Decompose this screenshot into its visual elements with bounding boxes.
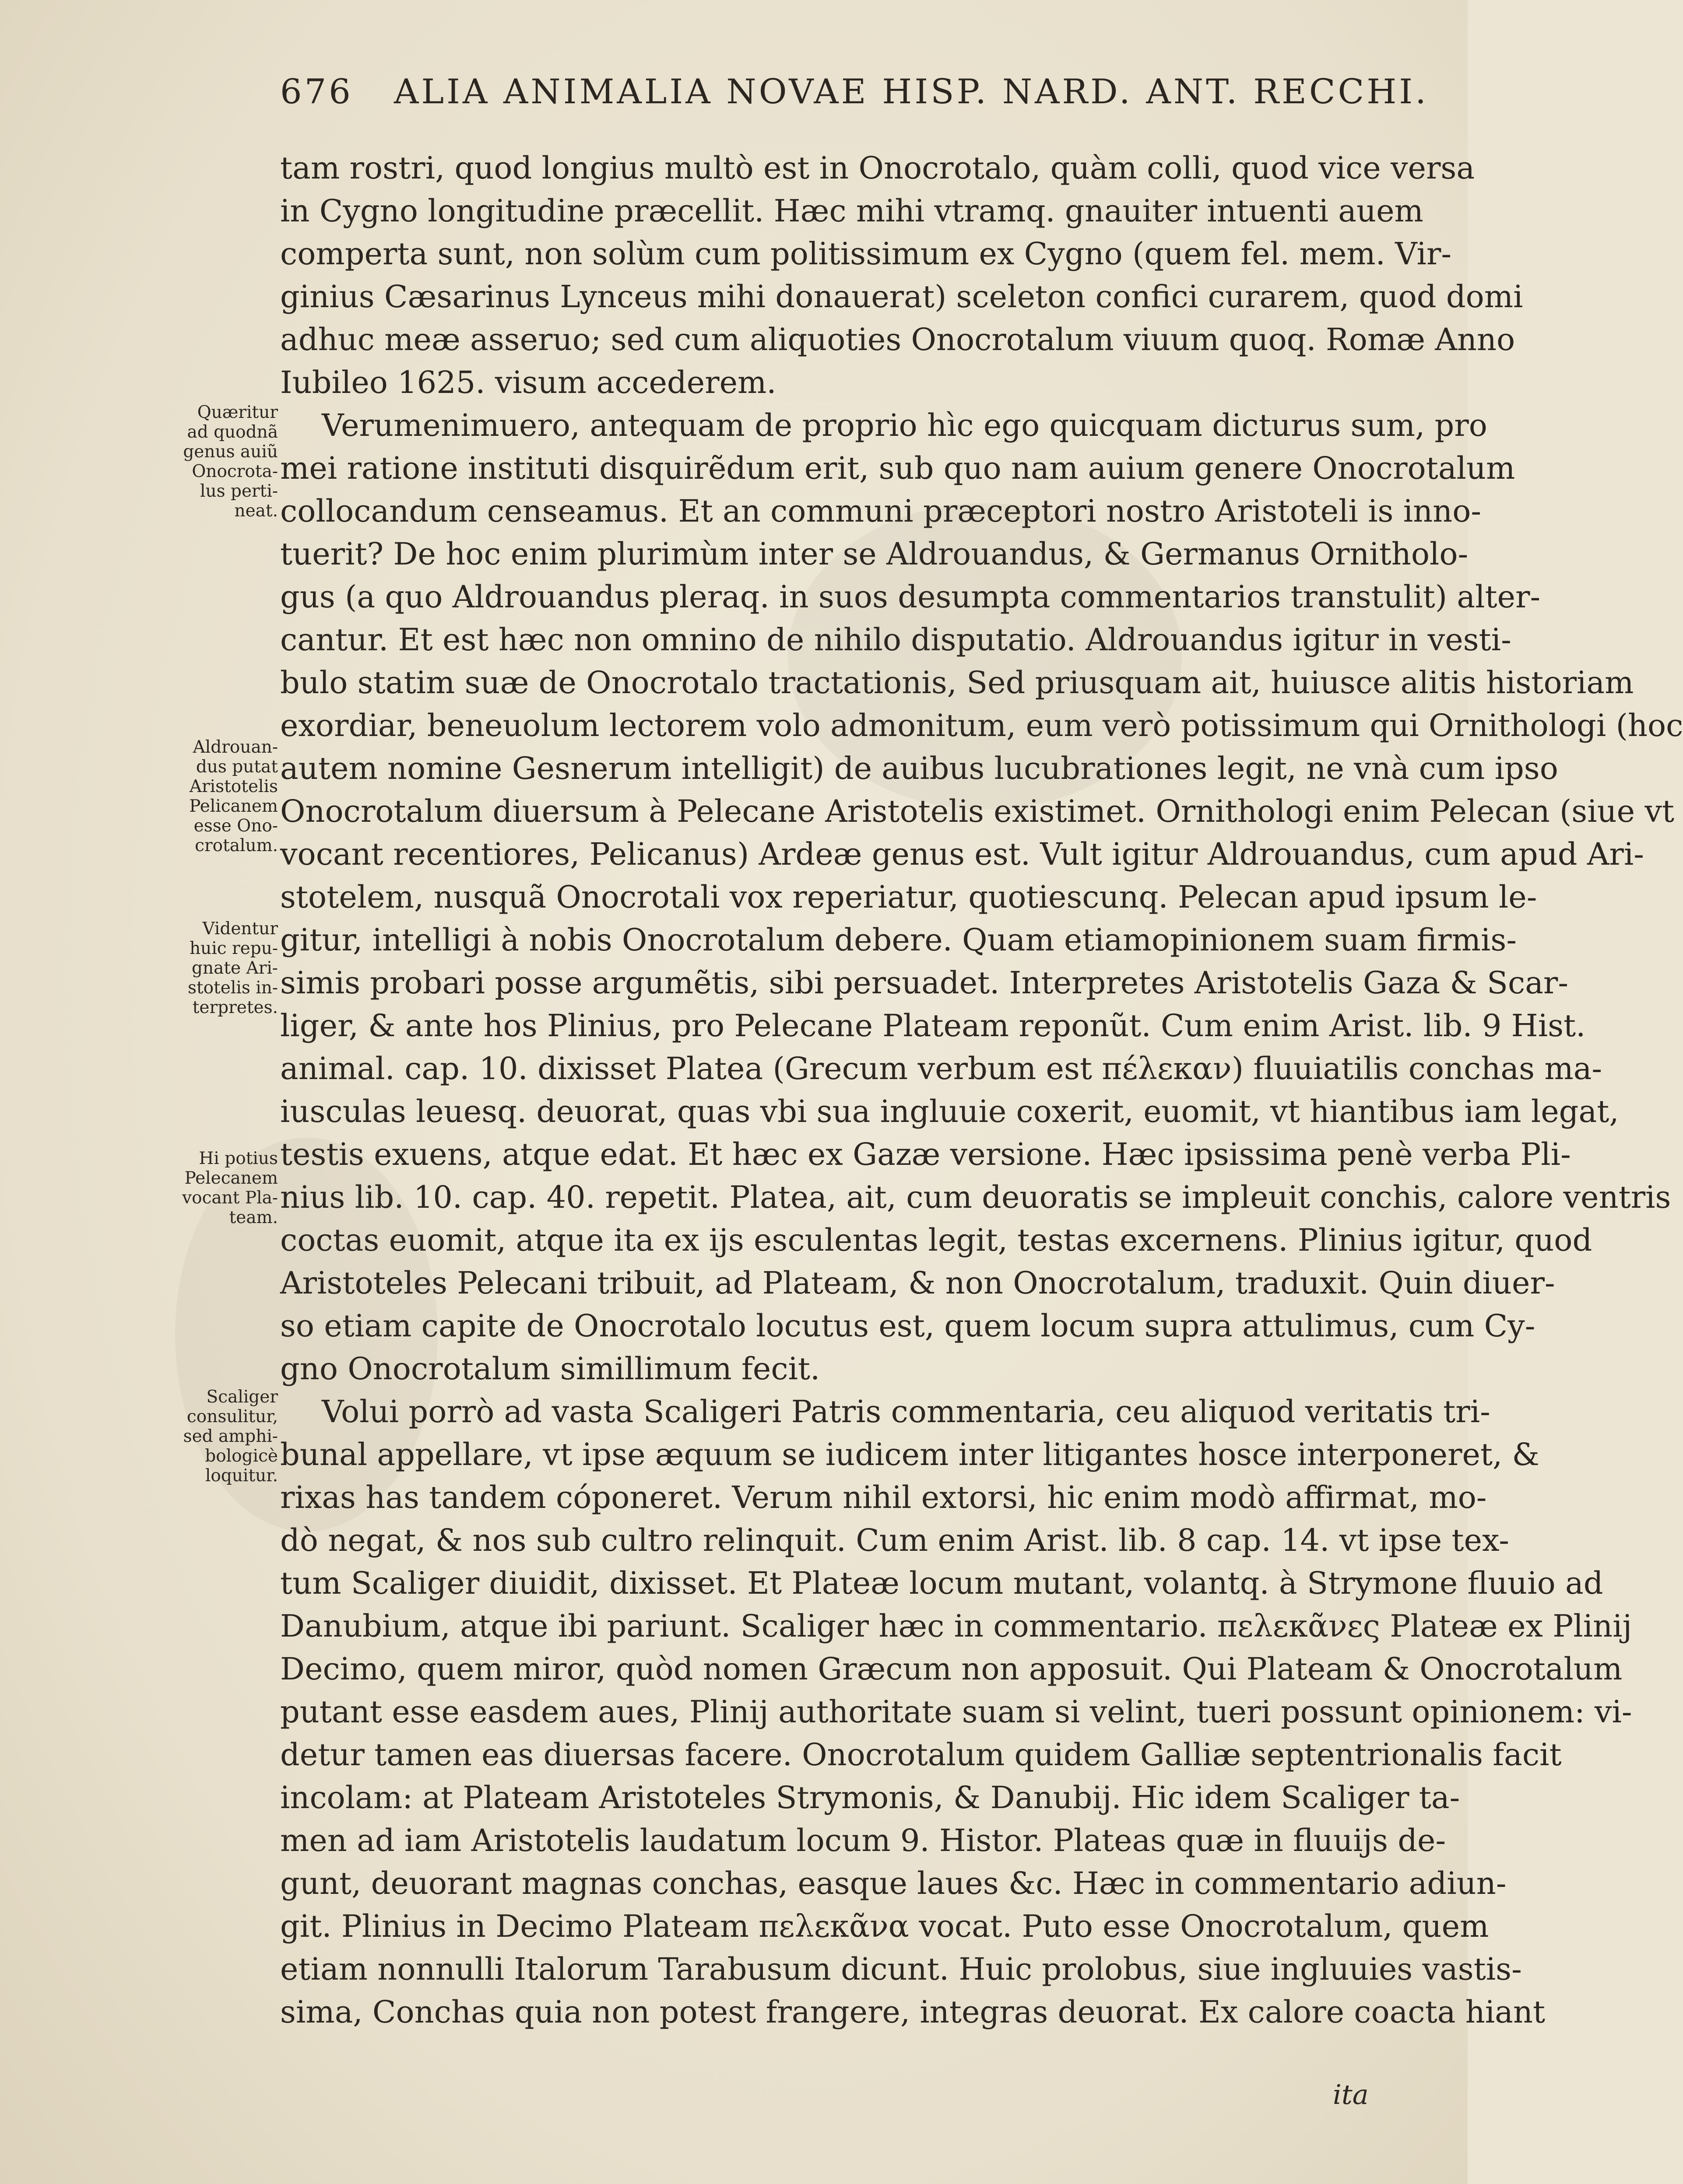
- text-line: git. Plinius in Decimo Plateam πελεκᾶνα vocat. Puto esse Onocrotalum, quem: [280, 1908, 1489, 1944]
- margin-note: [158, 737, 278, 855]
- text-line: adhuc meæ asseruo; sed cum aliquoties Onocrotalum viuum quoq. Romæ Anno: [280, 322, 1515, 358]
- text-line: stotelem, nusquã Onocrotali vox reperiatur, quotiescunq. Pelecan apud ipsum le-: [280, 879, 1537, 915]
- text-line: detur tamen eas diuersas facere. Onocrotalum quidem Galliæ septentrionalis facit: [280, 1737, 1562, 1773]
- text-line: putant esse easdem aues, Plinij authoritate suam si velint, tueri possunt opinionem: vi-: [280, 1694, 1632, 1730]
- margin-note-line: stotelis in-: [187, 978, 278, 998]
- margin-note-line: Pelecanem: [184, 1168, 278, 1188]
- text-line: Verumenimuero, antequam de proprio hìc ego quicquam dicturus sum, pro: [322, 407, 1487, 443]
- running-title: ALIA ANIMALIA NOVAE HISP. NARD. ANT. RECCHI.: [394, 72, 1429, 112]
- text-line: Danubium, atque ibi pariunt. Scaliger hæc in commentario. πελεκᾶνες Plateæ ex Plinij: [280, 1608, 1632, 1644]
- margin-note-line: neat.: [234, 501, 278, 521]
- text-line: so etiam capite de Onocrotalo locutus est, quem locum supra attulimus, cum Cy-: [280, 1308, 1535, 1344]
- text-line: Iubileo 1625. visum accederem.: [280, 365, 776, 400]
- margin-note: [158, 1149, 278, 1227]
- text-line: incolam: at Plateam Aristoteles Strymonis, & Danubij. Hic idem Scaliger ta-: [280, 1780, 1460, 1816]
- margin-note-line: Scaliger: [206, 1387, 278, 1407]
- text-line: Decimo, quem miror, quòd nomen Græcum non apposuit. Qui Plateam & Onocrotalum: [280, 1651, 1623, 1687]
- margin-note-line: bologicè: [205, 1446, 278, 1466]
- text-line: dò negat, & nos sub cultro relinquit. Cum enim Arist. lib. 8 cap. 14. vt ipse tex-: [280, 1522, 1509, 1558]
- text-line: nius lib. 10. cap. 40. repetit. Platea, ait, cum deuoratis se impleuit conchis, calore ventris: [280, 1179, 1671, 1215]
- margin-note-line: team.: [229, 1208, 278, 1227]
- margin-note-line: genus auiũ: [183, 442, 278, 462]
- text-line: Aristoteles Pelecani tribuit, ad Plateam, & non Onocrotalum, traduxit. Quin diuer-: [280, 1265, 1555, 1301]
- text-line: etiam nonnulli Italorum Tarabusum dicunt. Huic prolobus, siue ingluuies vastis-: [280, 1951, 1522, 1987]
- margin-note: [158, 919, 278, 1017]
- margin-note-line: Aldrouan-: [193, 737, 278, 757]
- margin-note-line: sed amphi-: [183, 1427, 278, 1446]
- text-line: testis exuens, atque edat. Et hæc ex Gazæ versione. Hæc ipsissima penè verba Pli-: [280, 1136, 1571, 1172]
- margin-note-line: Onocrota-: [192, 462, 278, 481]
- text-line: gitur, intelligi à nobis Onocrotalum debere. Quam etiamopinionem suam firmis-: [280, 922, 1517, 958]
- margin-note-line: huic repu-: [190, 939, 278, 958]
- text-line: men ad iam Aristotelis laudatum locum 9. Histor. Plateas quæ in fluuijs de-: [280, 1823, 1446, 1858]
- text-line: vocant recentiores, Pelicanus) Ardeæ genus est. Vult igitur Aldrouandus, cum apud Ari-: [280, 836, 1644, 872]
- text-line: tuerit? De hoc enim plurimùm inter se Aldrouandus, & Germanus Ornitholo-: [280, 536, 1469, 572]
- margin-note-line: ad quodnã: [187, 422, 278, 442]
- margin-note-line: gnate Ari-: [192, 958, 278, 978]
- text-line: liger, & ante hos Plinius, pro Pelecane Plateam reponũt. Cum enim Arist. lib. 9 Hist.: [280, 1008, 1586, 1044]
- text-line: coctas euomit, atque ita ex ijs esculentas legit, testas excernens. Plinius igitur, quod: [280, 1222, 1592, 1258]
- margin-note-line: vocant Pla-: [182, 1188, 278, 1208]
- page-number: 676: [280, 72, 353, 112]
- margin-note: [158, 1387, 278, 1486]
- catchword: ita: [1333, 2079, 1369, 2110]
- margin-note-line: consulitur,: [186, 1407, 278, 1427]
- text-line: ginius Cæsarinus Lynceus mihi donauerat) sceleton confici curarem, quod domi: [280, 279, 1523, 315]
- margin-note-line: Videntur: [202, 919, 278, 939]
- text-line: tum Scaliger diuidit, dixisset. Et Plateæ locum mutant, volantq. à Strymone fluuio ad: [280, 1565, 1603, 1601]
- text-line: sima, Conchas quia non potest frangere, integras deuorat. Ex calore coacta hiant: [280, 1994, 1546, 2030]
- text-line: gunt, deuorant magnas conchas, easque laues &c. Hæc in commentario adiun-: [280, 1865, 1507, 1901]
- text-line: bulo statim suæ de Onocrotalo tractationis, Sed priusquam ait, huiusce alitis historiam: [280, 665, 1634, 701]
- text-line: simis probari posse argumẽtis, sibi persuadet. Interpretes Aristotelis Gaza & Scar-: [280, 965, 1569, 1001]
- text-line: in Cygno longitudine præcellit. Hæc mihi vtramq. gnauiter intuenti auem: [280, 193, 1423, 229]
- text-line: iusculas leuesq. deuorat, quas vbi sua ingluuie coxerit, euomit, vt hiantibus iam legat,: [280, 1094, 1619, 1129]
- margin-note-line: Quæritur: [197, 403, 278, 422]
- margin-note-line: esse Ono-: [193, 816, 278, 836]
- text-line: bunal appellare, vt ipse æquum se iudicem inter litigantes hosce interponeret, &: [280, 1437, 1539, 1472]
- text-line: tam rostri, quod longius multò est in Onocrotalo, quàm colli, quod vice versa: [280, 150, 1475, 186]
- text-line: rixas has tandem cóponeret. Verum nihil extorsi, hic enim modò affirmat, mo-: [280, 1479, 1487, 1515]
- margin-note: [158, 403, 278, 521]
- text-line: gno Onocrotalum simillimum fecit.: [280, 1351, 820, 1387]
- margin-note-line: Hi potius: [199, 1149, 278, 1168]
- margin-note-line: Pelicanem: [189, 796, 278, 816]
- text-line: cantur. Et est hæc non omnino de nihilo disputatio. Aldrouandus igitur in vesti-: [280, 622, 1511, 658]
- text-line: mei ratione instituti disquirẽdum erit, sub quo nam auium genere Onocrotalum: [280, 450, 1515, 486]
- margin-note-line: crotalum.: [195, 836, 278, 855]
- margin-note-line: Aristotelis: [189, 777, 278, 796]
- text-line: gus (a quo Aldrouandus pleraq. in suos desumpta commentarios transtulit) alter-: [280, 579, 1541, 615]
- page-header: [280, 72, 1429, 129]
- margin-note-line: loquitur.: [205, 1466, 278, 1486]
- text-line: Volui porrò ad vasta Scaligeri Patris commentaria, ceu aliquod veritatis tri-: [322, 1394, 1490, 1430]
- text-line: collocandum censeamus. Et an communi præceptori nostro Aristoteli is inno-: [280, 493, 1482, 529]
- text-line: exordiar, beneuolum lectorem volo admonitum, eum verò potissimum qui Ornithologi (hoc: [280, 708, 1683, 743]
- text-line: comperta sunt, non solùm cum politissimum ex Cygno (quem fel. mem. Vir-: [280, 236, 1451, 272]
- text-line: Onocrotalum diuersum à Pelecane Aristotelis existimet. Ornithologi enim Pelecan (siue vt: [280, 793, 1675, 829]
- main-text: [280, 147, 1683, 2033]
- text-line: autem nomine Gesnerum intelligit) de auibus lucubrationes legit, ne vnà cum ipso: [280, 750, 1558, 786]
- margin-note-line: terpretes.: [192, 998, 278, 1017]
- margin-note-line: lus perti-: [200, 481, 278, 501]
- text-line: animal. cap. 10. dixisset Platea (Grecum verbum est πέλεκαν) fluuiatilis conchas ma-: [280, 1051, 1602, 1087]
- margin-note-line: dus putat: [196, 757, 278, 777]
